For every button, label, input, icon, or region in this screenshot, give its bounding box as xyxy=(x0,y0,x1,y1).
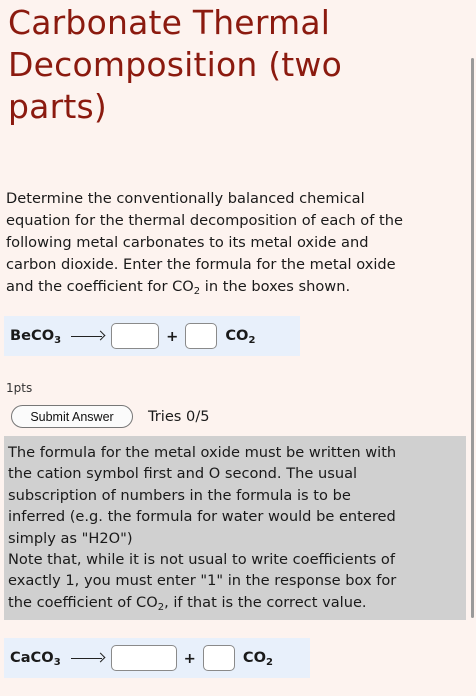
hint-line: inferred (e.g. the formula for water would be entered xyxy=(8,508,396,526)
title-line-3: parts) xyxy=(8,87,107,126)
instructions-text-part: in the boxes shown. xyxy=(200,278,351,295)
instructions-line: carbon dioxide. Enter the formula for the metal oxide xyxy=(6,256,396,273)
product-text: CO xyxy=(242,648,267,666)
submit-answer-button[interactable]: Submit Answer xyxy=(11,405,133,428)
equation-caco3 xyxy=(4,638,310,678)
hint-line: simply as "H2O") xyxy=(8,529,133,547)
co2-coefficient-input[interactable] xyxy=(203,645,235,671)
reactant-text: CaCO xyxy=(10,648,54,666)
reaction-arrow-icon xyxy=(71,331,105,341)
instructions-text-part: and the coefficient for CO xyxy=(6,278,194,295)
reaction-arrow-icon xyxy=(71,653,105,663)
hint-text-part: the coefficient of CO xyxy=(8,593,158,611)
title-line-2: Decomposition (two xyxy=(8,45,342,84)
subscript: 2 xyxy=(248,334,256,346)
plus-sign: + xyxy=(183,649,196,667)
product-formula xyxy=(225,327,255,346)
subscript: 3 xyxy=(54,334,62,346)
subscript: 2 xyxy=(266,656,273,668)
product-text: CO xyxy=(225,326,249,344)
instructions-line: following metal carbonates to its metal oxide and xyxy=(6,234,369,251)
instructions-line: Determine the conventionally balanced chemical xyxy=(6,190,365,207)
subscript: 3 xyxy=(53,656,61,668)
reactant-formula xyxy=(10,649,61,668)
title-line-1: Carbonate Thermal xyxy=(8,3,331,42)
hint-line: The formula for the metal oxide must be written with xyxy=(8,444,397,461)
reactant-text: BeCO xyxy=(10,326,55,344)
vertical-scrollbar[interactable] xyxy=(471,58,474,618)
equation-beco3 xyxy=(4,316,300,356)
product-formula xyxy=(243,649,273,668)
hint-line: exactly 1, you must enter "1" in the response box for xyxy=(8,572,397,590)
subscript: 2 xyxy=(193,286,201,297)
hint-box xyxy=(4,436,466,620)
instructions-line xyxy=(6,276,458,303)
hint-line: the cation symbol first and O second. The usual xyxy=(8,465,358,483)
plus-sign: + xyxy=(166,327,179,345)
hint-line: subscription of numbers in the formula is to be xyxy=(8,486,351,504)
instructions-text xyxy=(6,188,458,303)
hint-text-part: , if that is the correct value. xyxy=(164,593,367,611)
points-label: 1pts xyxy=(6,381,33,395)
tries-counter: Tries 0/5 xyxy=(148,408,210,425)
metal-oxide-input[interactable] xyxy=(111,645,177,671)
subscript: 2 xyxy=(157,601,165,613)
metal-oxide-input[interactable] xyxy=(111,323,159,349)
hint-line xyxy=(8,592,462,618)
instructions-line: equation for the thermal decomposition of each of the xyxy=(6,212,403,229)
reactant-formula xyxy=(10,327,61,346)
page-title xyxy=(8,2,448,128)
co2-coefficient-input[interactable] xyxy=(185,323,217,349)
hint-line: Note that, while it is not usual to write coefficients of xyxy=(8,551,395,569)
